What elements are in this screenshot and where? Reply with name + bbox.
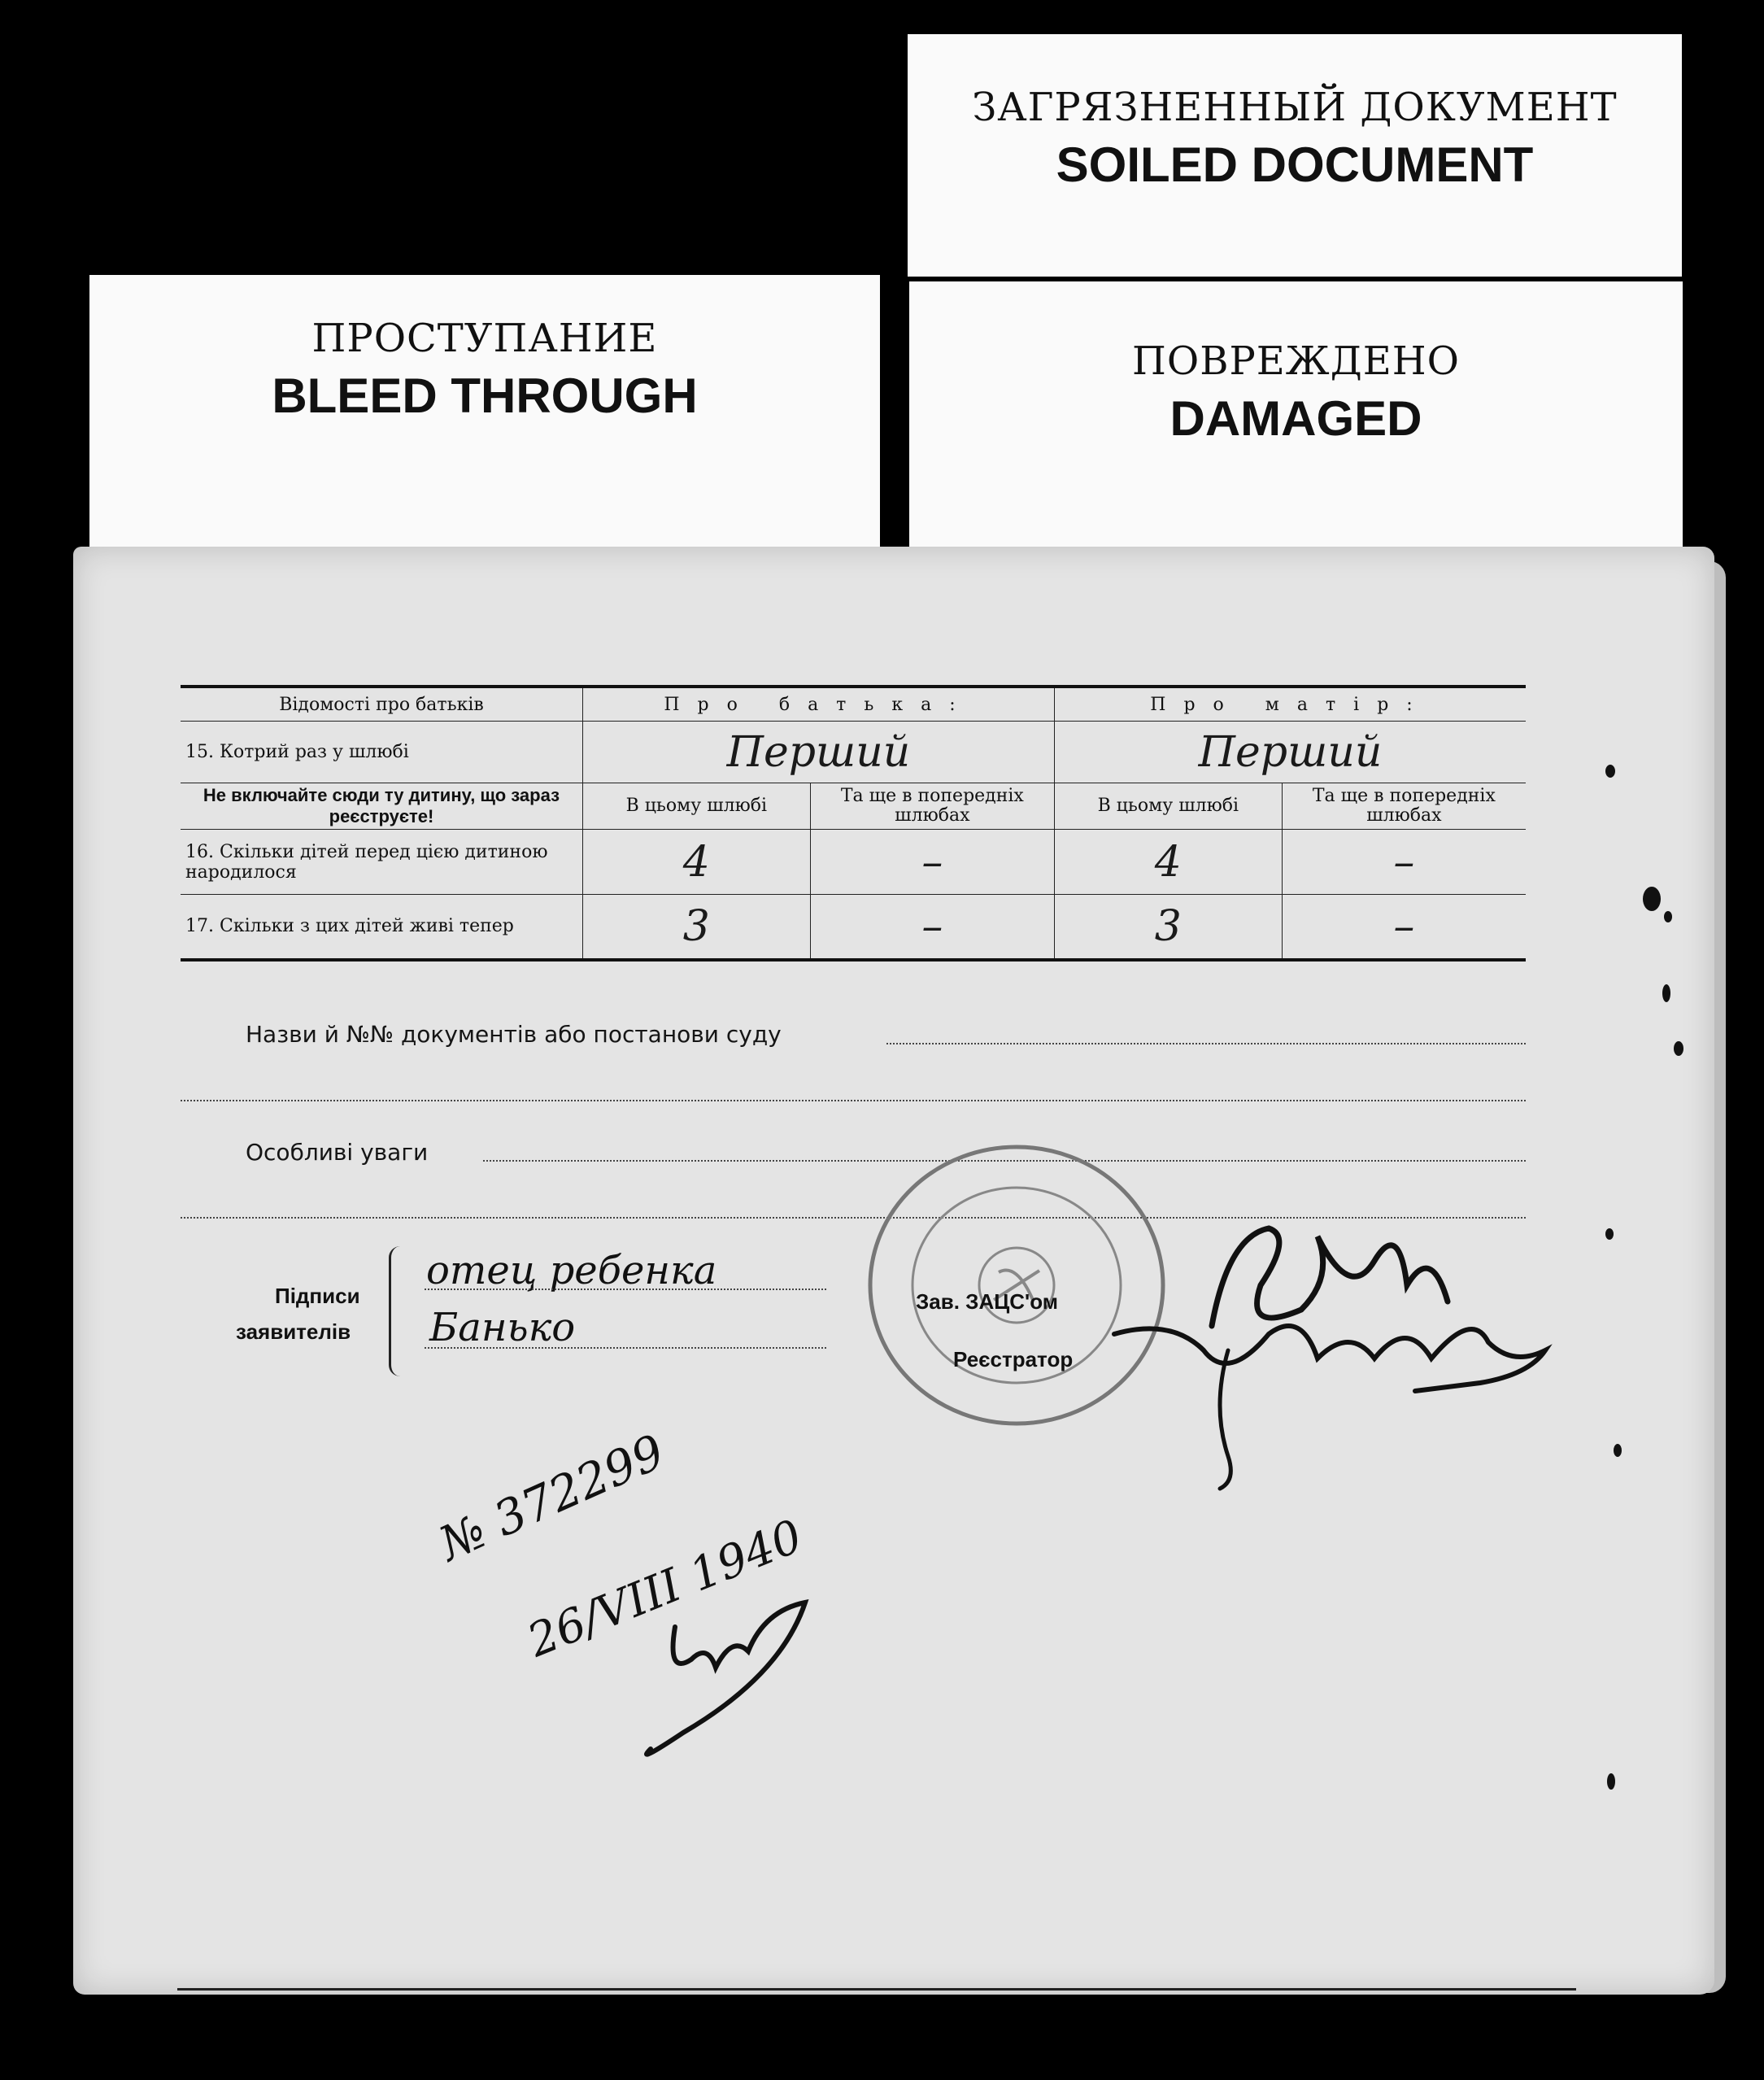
documents-line bbox=[886, 1043, 1526, 1044]
damage-speck bbox=[1614, 1444, 1622, 1457]
subhead-father-prev: Та ще в попередніх шлюбах bbox=[810, 783, 1054, 830]
row16-mother-this: 4 bbox=[1054, 830, 1282, 895]
subhead-father-this: В цьому шлюбі bbox=[582, 783, 810, 830]
bleed-through-label-ru: ПРОСТУПАНИЕ bbox=[311, 316, 658, 361]
archive-number: № 372299 bbox=[431, 1424, 673, 1572]
subhead-mother-this: В цьому шлюбі bbox=[1054, 783, 1282, 830]
table-header-info: Відомості про батьків bbox=[181, 687, 582, 722]
row-note: Не включайте сюди ту дитину, що зараз реєструєте! bbox=[181, 783, 582, 830]
damaged-label-ru: ПОВРЕЖДЕНО bbox=[1131, 338, 1461, 384]
damage-speck bbox=[1605, 765, 1615, 778]
applicants-brace bbox=[389, 1246, 404, 1376]
soiled-document-label-en: SOILED DOCUMENT bbox=[1056, 137, 1534, 192]
row17-mother-this: 3 bbox=[1054, 895, 1282, 960]
remarks-label: Особливі уваги bbox=[246, 1139, 429, 1166]
row15-label: 15. Котрий раз у шлюбі bbox=[181, 722, 582, 783]
row17-label: 17. Скільки з цих дітей живі тепер bbox=[181, 895, 582, 960]
documents-label: Назви й №№ документів або постанови суду bbox=[246, 1021, 782, 1048]
table-header-father: Про батька: bbox=[582, 687, 1054, 722]
row15-mother-value: Перший bbox=[1054, 722, 1526, 783]
damage-speck bbox=[1643, 887, 1661, 911]
damaged-label-en: DAMAGED bbox=[1169, 391, 1422, 446]
table-header-mother: Про матір: bbox=[1054, 687, 1526, 722]
applicant-line-2 bbox=[425, 1347, 826, 1349]
applicant-line-1 bbox=[425, 1289, 826, 1290]
row17-father-this: 3 bbox=[582, 895, 810, 960]
row17-mother-prev: – bbox=[1282, 895, 1526, 960]
row16-label: 16. Скільки дітей перед цією дитиною народилося bbox=[181, 830, 582, 895]
bleed-through-label-en: BLEED THROUGH bbox=[272, 368, 698, 423]
row16-father-this: 4 bbox=[582, 830, 810, 895]
documents-line-2 bbox=[181, 1100, 1526, 1101]
row16-mother-prev: – bbox=[1282, 830, 1526, 895]
archive-date: 26/VIII 1940 bbox=[520, 1510, 810, 1668]
damage-speck bbox=[1605, 1228, 1614, 1240]
applicant-signature-2: Банько bbox=[429, 1305, 576, 1350]
damage-speck bbox=[1674, 1041, 1683, 1056]
bottom-rule bbox=[177, 1988, 1576, 1991]
damage-speck bbox=[1607, 1773, 1615, 1790]
soiled-document-card bbox=[908, 34, 1682, 277]
damage-speck bbox=[1662, 984, 1670, 1002]
head-label: Зав. ЗАЦС'ом bbox=[916, 1289, 1058, 1314]
applicant-signature-1: отец ребенка bbox=[426, 1248, 717, 1293]
damaged-card bbox=[909, 281, 1683, 574]
official-signatures bbox=[1106, 1212, 1561, 1497]
bleed-through-card bbox=[89, 275, 880, 568]
row15-father-value: Перший bbox=[582, 722, 1054, 783]
row16-father-prev: – bbox=[810, 830, 1054, 895]
parents-info-table bbox=[181, 685, 1526, 962]
applicants-label-1: Підписи bbox=[275, 1284, 360, 1308]
applicants-label-2: заявителів bbox=[236, 1319, 351, 1344]
soiled-document-label-ru: ЗАГРЯЗНЕННЫЙ ДОКУМЕНТ bbox=[972, 85, 1618, 130]
registrar-label: Реєстратор bbox=[953, 1347, 1074, 1371]
archive-initials bbox=[423, 1464, 846, 1790]
damage-speck bbox=[1664, 911, 1672, 922]
subhead-mother-prev: Та ще в попередніх шлюбах bbox=[1282, 783, 1526, 830]
row17-father-prev: – bbox=[810, 895, 1054, 960]
